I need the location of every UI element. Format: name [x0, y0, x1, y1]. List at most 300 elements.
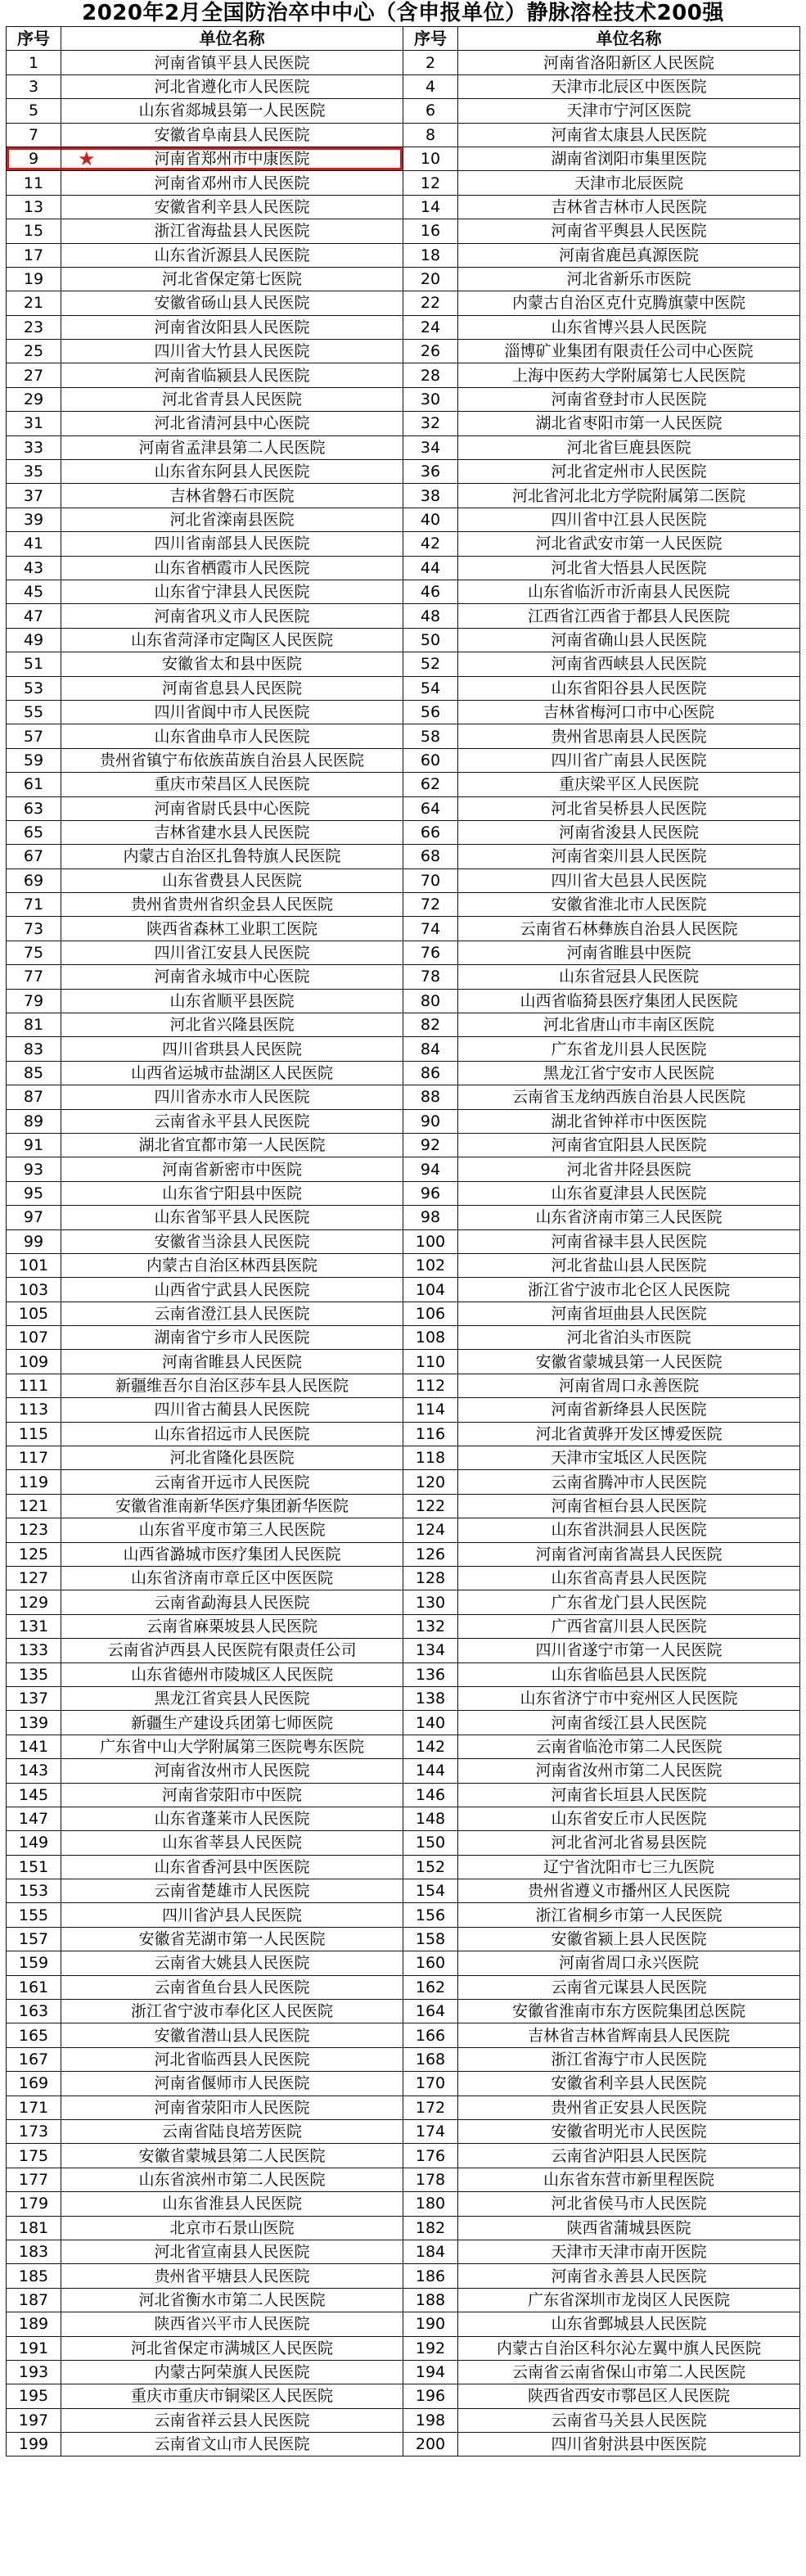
- rank-number: [7, 1061, 61, 1085]
- hospital-name-text: 河北省宣南县人民医院: [154, 2243, 310, 2262]
- hospital-name-text: 贵州省遵义市播州区人民医院: [527, 1882, 730, 1901]
- hospital-name-text: 山东省平度市第三人民医院: [138, 1521, 326, 1540]
- hospital-name: [458, 2264, 800, 2288]
- hospital-name-text: 河北省青县人民医院: [161, 390, 302, 409]
- hospital-name: [61, 1494, 403, 1518]
- hospital-name: [61, 171, 403, 195]
- page-title: 2020年2月全国防治卒中中心（含申报单位）静脉溶栓技术200强: [82, 1, 724, 25]
- table-row: [7, 291, 800, 315]
- hospital-name-text: 河南省临颍县人民医院: [154, 366, 310, 385]
- rank-number: [403, 435, 458, 459]
- table-row: [7, 1446, 800, 1470]
- rank-number: [403, 2433, 458, 2456]
- hospital-name: [458, 243, 800, 267]
- rank-number: [403, 1061, 458, 1085]
- rank-number-text: 26: [420, 342, 441, 361]
- hospital-name: [61, 1446, 403, 1470]
- rank-number: [403, 2264, 458, 2288]
- rank-number: [7, 1975, 61, 1999]
- hospital-name-text: 广东省龙川县人民医院: [551, 1040, 707, 1058]
- hospital-name: [458, 1879, 800, 1903]
- hospital-name: [458, 1975, 800, 1999]
- table-row: [7, 123, 800, 147]
- rank-number: [7, 1206, 61, 1229]
- rank-number: [7, 532, 61, 556]
- hospital-name: [61, 2433, 403, 2456]
- hospital-name-text: 浙江省宁波市北仑区人民医院: [527, 1280, 730, 1299]
- rank-number: [403, 628, 458, 652]
- hospital-name: [458, 315, 800, 339]
- rank-number-text: 173: [18, 2123, 49, 2141]
- hospital-name-text: 吉林省吉林市人民医院: [551, 197, 707, 216]
- rank-number-text: 150: [415, 1834, 446, 1852]
- rank-number: [7, 99, 61, 123]
- hospital-name-text: 云南省大姚县人民医院: [154, 1954, 310, 1973]
- rank-number-text: 79: [23, 991, 44, 1010]
- hospital-name: [458, 989, 800, 1013]
- rank-number: [403, 580, 458, 603]
- hospital-name-text: 河南省郑州市中康医院: [154, 150, 310, 169]
- hospital-name-text: 山东省济南市章丘区中医医院: [130, 1569, 333, 1588]
- hospital-name: [458, 556, 800, 580]
- rank-number: [403, 868, 458, 892]
- table-row: [7, 1422, 800, 1446]
- rank-number: [403, 1278, 458, 1302]
- hospital-name: [61, 1374, 403, 1397]
- rank-number-text: 69: [23, 871, 44, 890]
- hospital-name: [458, 796, 800, 820]
- hospital-name-text: 辽宁省沈阳市七三九医院: [543, 1857, 714, 1876]
- hospital-name: [61, 748, 403, 772]
- rank-number-text: 15: [23, 222, 44, 241]
- rank-number: [7, 1133, 61, 1157]
- hospital-name: [458, 1350, 800, 1374]
- hospital-name: [458, 1013, 800, 1037]
- rank-number: [403, 1133, 458, 1157]
- rank-number: [7, 291, 61, 315]
- table-row: [7, 1759, 800, 1783]
- table-row: [7, 1975, 800, 1999]
- rank-number: [403, 387, 458, 411]
- rank-number-text: 195: [18, 2387, 49, 2406]
- hospital-name-text: 河南省鹿邑真源医院: [558, 246, 699, 264]
- hospital-name: [61, 2288, 403, 2312]
- hospital-name: [458, 1470, 800, 1494]
- hospital-name-text: 四川省中江县人民医院: [551, 511, 707, 529]
- rank-number-text: 178: [415, 2170, 446, 2189]
- hospital-name: [458, 1061, 800, 1085]
- rank-number-text: 179: [18, 2195, 49, 2213]
- rank-number-text: 58: [420, 727, 441, 746]
- rank-number-text: 65: [23, 823, 44, 842]
- hospital-name-text: 四川省阆中市人民医院: [154, 703, 310, 722]
- hospital-name-text: 河南省新密市中医院: [161, 1160, 302, 1179]
- hospital-name: [458, 1735, 800, 1758]
- hospital-name-text: 四川省江安县人民医院: [154, 944, 310, 963]
- table-row: [7, 1181, 800, 1205]
- hospital-name-text: 湖北省钟祥市中医医院: [551, 1112, 707, 1130]
- hospital-name-text: 河南省永善县人民医院: [551, 2267, 707, 2285]
- hospital-name-text: 河北省侯马市人民医院: [551, 2195, 707, 2213]
- rank-number: [7, 1686, 61, 1710]
- hospital-name-text: 山东省夏津县人民医院: [551, 1184, 707, 1202]
- table-row: [7, 893, 800, 917]
- hospital-name: [458, 1278, 800, 1302]
- hospital-name-text: 山东省德州市陵城区人民医院: [130, 1665, 333, 1684]
- hospital-name: [61, 2408, 403, 2432]
- hospital-name: [458, 387, 800, 411]
- rank-number-text: 120: [415, 1473, 446, 1491]
- hospital-name: [61, 700, 403, 724]
- hospital-name: [61, 1855, 403, 1879]
- hospital-name-text: 安徽省当涂县人民医院: [154, 1232, 310, 1251]
- hospital-name: [458, 2047, 800, 2071]
- hospital-name: [458, 2312, 800, 2336]
- rank-number: [7, 2047, 61, 2071]
- rank-number: [403, 412, 458, 435]
- hospital-name: [458, 1590, 800, 1614]
- rank-number-text: 131: [18, 1617, 49, 1635]
- rank-number-text: 72: [420, 896, 441, 914]
- hospital-name-text: 云南省云南省保山市第二人民医院: [511, 2363, 745, 2382]
- hospital-name-text: 四川省泸县人民医院: [161, 1906, 302, 1924]
- hospital-name-text: 河南省孟津县第二人民医院: [138, 438, 326, 457]
- rank-number-text: 32: [420, 414, 441, 433]
- hospital-name: [61, 2216, 403, 2240]
- hospital-name: [458, 2408, 800, 2432]
- hospital-name-text: 河北省盐山县人民医院: [551, 1256, 707, 1275]
- hospital-name: [458, 2000, 800, 2023]
- rank-number-text: 188: [415, 2290, 446, 2309]
- rank-number-text: 130: [415, 1593, 446, 1612]
- hospital-name-text: 山东省蓬莱市人民医院: [154, 1810, 310, 1829]
- hospital-name: [458, 773, 800, 796]
- hospital-name-text: 安徽省蒙城县第一人民医院: [535, 1352, 723, 1371]
- table-row: [7, 1398, 800, 1422]
- hospital-name: [61, 2240, 403, 2263]
- rank-number-text: 200: [415, 2435, 446, 2454]
- hospital-name: [61, 1711, 403, 1735]
- hospital-name-text: 山东省宁阳县中医院: [161, 1184, 302, 1202]
- rank-number: [7, 1278, 61, 1302]
- table-row: [7, 1927, 800, 1951]
- table-row: [7, 363, 800, 387]
- rank-number-text: 160: [415, 1954, 446, 1973]
- hospital-name: [458, 868, 800, 892]
- rank-number-text: 151: [18, 1857, 49, 1876]
- rank-number: [403, 1518, 458, 1542]
- table-row: [7, 2240, 800, 2263]
- rank-number: [403, 1326, 458, 1350]
- hospital-name: [458, 1831, 800, 1855]
- rank-number: [7, 1109, 61, 1133]
- rank-number-text: 158: [415, 1930, 446, 1949]
- table-row: [7, 1903, 800, 1927]
- hospital-name-text: 湖南省浏阳市集里医院: [551, 150, 707, 169]
- rank-number-text: 37: [23, 486, 44, 505]
- rank-number: [7, 1735, 61, 1758]
- hospital-name: [61, 1951, 403, 1975]
- hospital-name: [458, 460, 800, 484]
- rank-number-text: 49: [23, 630, 44, 649]
- hospital-name: [61, 556, 403, 580]
- hospital-name-text: 浙江省海宁市人民医院: [551, 2050, 707, 2068]
- table-row: [7, 1831, 800, 1855]
- hospital-name-text: 山东省冠县人民医院: [558, 968, 699, 986]
- hospital-name-text: 云南省鱼台县人民医院: [154, 1978, 310, 1996]
- ranking-table: [6, 26, 800, 2456]
- rank-number-text: 46: [420, 583, 441, 602]
- rank-number: [7, 1157, 61, 1181]
- rank-number: [7, 748, 61, 772]
- rank-number: [403, 363, 458, 387]
- rank-number: [7, 2144, 61, 2168]
- hospital-name: [458, 291, 800, 315]
- table-row: [7, 845, 800, 868]
- table-row: [7, 1542, 800, 1566]
- table-row: [7, 2047, 800, 2071]
- hospital-name-text: 陕西省西安市鄠邑区人民医院: [527, 2387, 730, 2406]
- hospital-name: [61, 724, 403, 748]
- rank-number-text: 75: [23, 944, 44, 963]
- rank-number: [7, 941, 61, 964]
- hospital-name-text: 河南省汝阳县人民医院: [154, 318, 310, 336]
- rank-number: [403, 2023, 458, 2047]
- hospital-name-text: 山东省菏泽市定陶区人民医院: [130, 630, 333, 649]
- rank-number-text: 61: [23, 775, 44, 794]
- rank-number-text: 5: [28, 102, 39, 120]
- rank-number-text: 191: [18, 2339, 49, 2357]
- rank-number: [403, 1783, 458, 1807]
- rank-number-text: 139: [18, 1713, 49, 1732]
- hospital-name-text: 吉林省建水县人民医院: [154, 823, 310, 842]
- header-row: [7, 27, 800, 51]
- rank-number-text: 128: [415, 1569, 446, 1588]
- hospital-name: [458, 1302, 800, 1325]
- rank-number: [7, 1927, 61, 1951]
- hospital-name: [458, 2168, 800, 2191]
- rank-number: [7, 1614, 61, 1638]
- hospital-name: [458, 123, 800, 147]
- rank-number: [7, 1013, 61, 1037]
- rank-number-text: 189: [18, 2315, 49, 2334]
- rank-number: [7, 2288, 61, 2312]
- hospital-name: [61, 363, 403, 387]
- hospital-name: [61, 1903, 403, 1927]
- table-row: [7, 1470, 800, 1494]
- table-row: [7, 1783, 800, 1807]
- rank-number-text: 12: [420, 174, 441, 192]
- hospital-name: [458, 748, 800, 772]
- hospital-name-text: 河南省汝州市第二人民医院: [535, 1762, 723, 1780]
- hospital-name: [61, 989, 403, 1013]
- hospital-name: [61, 315, 403, 339]
- rank-number: [403, 195, 458, 219]
- rank-number-text: 183: [18, 2243, 49, 2262]
- rank-number: [403, 315, 458, 339]
- hospital-name: [61, 1614, 403, 1638]
- rank-number: [403, 291, 458, 315]
- rank-number-text: 23: [23, 318, 44, 336]
- rank-number: [7, 315, 61, 339]
- rank-number: [7, 1253, 61, 1277]
- rank-number-text: 167: [18, 2050, 49, 2068]
- hospital-name: [61, 2000, 403, 2023]
- rank-number: [403, 2216, 458, 2240]
- rank-number-text: 20: [420, 270, 441, 289]
- rank-number: [403, 2312, 458, 2336]
- hospital-name-text: 河南省确山县人民医院: [551, 630, 707, 649]
- rank-number-text: 181: [18, 2218, 49, 2237]
- hospital-name-text: 河北省河北省易县医院: [551, 1834, 707, 1852]
- rank-number-text: 42: [420, 535, 441, 553]
- rank-number: [403, 652, 458, 676]
- hospital-name: [61, 1109, 403, 1133]
- hospital-name-text: 山东省高青县人民医院: [551, 1569, 707, 1588]
- hospital-name-text: 河南省镇平县人民医院: [154, 53, 310, 72]
- hospital-name-text: 云南省永平县人民医院: [154, 1112, 310, 1130]
- rank-number-text: 18: [420, 246, 441, 264]
- rank-number-text: 144: [415, 1762, 446, 1780]
- table-row: [7, 941, 800, 964]
- hospital-name: [61, 340, 403, 363]
- rank-number-text: 134: [415, 1641, 446, 1660]
- hospital-name: [458, 1037, 800, 1061]
- hospital-name: [458, 1639, 800, 1662]
- rank-number: [7, 1037, 61, 1061]
- rank-number-text: 50: [420, 630, 441, 649]
- rank-number-text: 100: [415, 1232, 446, 1251]
- table-row: [7, 2433, 800, 2456]
- hospital-name-text: 河北省新乐市医院: [566, 270, 691, 289]
- hospital-name-text: 湖南省宁乡市人民医院: [154, 1329, 310, 1347]
- rank-number: [7, 2360, 61, 2384]
- table-row: [7, 171, 800, 195]
- hospital-name-text: 山东省香河县中医医院: [154, 1857, 310, 1876]
- hospital-name: [61, 868, 403, 892]
- table-row: [7, 1278, 800, 1302]
- hospital-name-text: 山东省莘县人民医院: [161, 1834, 302, 1852]
- rank-number: [7, 580, 61, 603]
- rank-number-text: 40: [420, 511, 441, 529]
- table-row: [7, 1662, 800, 1686]
- rank-number-text: 91: [23, 1136, 44, 1155]
- table-row: [7, 652, 800, 676]
- rank-number: [7, 556, 61, 580]
- rank-number-text: 154: [415, 1882, 446, 1901]
- star-icon: ★: [78, 147, 96, 170]
- rank-number: [403, 532, 458, 556]
- rank-number: [7, 484, 61, 508]
- hospital-name-text: 四川省古蔺县人民医院: [154, 1401, 310, 1419]
- hospital-name-text: 广东省深圳市龙岗区人民医院: [527, 2290, 730, 2309]
- hospital-name-text: 湖北省宜都市第一人民医院: [138, 1136, 326, 1155]
- rank-number-text: 4: [425, 77, 436, 96]
- table-row: [7, 1518, 800, 1542]
- hospital-name-text: 云南省泸阳县人民医院: [551, 2146, 707, 2165]
- table-row: [7, 147, 800, 170]
- rank-number: [403, 508, 458, 531]
- rank-number: [7, 2408, 61, 2432]
- rank-number: [403, 1422, 458, 1446]
- rank-number-text: 196: [415, 2387, 446, 2406]
- hospital-name: [61, 2168, 403, 2191]
- rank-number-text: 17: [23, 246, 44, 264]
- rank-number: [403, 700, 458, 724]
- rank-number-text: 166: [415, 2026, 446, 2045]
- hospital-name: [458, 74, 800, 98]
- hospital-name-text: 云南省临沧市第二人民医院: [535, 1737, 723, 1756]
- hospital-name-text: 河南省宜阳县人民医院: [551, 1136, 707, 1155]
- rank-number: [7, 460, 61, 484]
- table-row: [7, 580, 800, 603]
- rank-number: [7, 893, 61, 917]
- table-row: [7, 1567, 800, 1590]
- rank-number-text: 140: [415, 1713, 446, 1732]
- hospital-name-text: 河南省长垣县人民医院: [551, 1785, 707, 1804]
- rank-number: [403, 2384, 458, 2408]
- rank-number: [403, 340, 458, 363]
- rank-number-text: 94: [420, 1160, 441, 1179]
- hospital-name: [61, 1326, 403, 1350]
- hospital-name: [61, 1470, 403, 1494]
- table-row: [7, 1326, 800, 1350]
- hospital-name-text: 贵州省正安县人民医院: [551, 2098, 707, 2117]
- hospital-name: [458, 1181, 800, 1205]
- hospital-name: [61, 1181, 403, 1205]
- hospital-name: [61, 2336, 403, 2360]
- hospital-name: [61, 1229, 403, 1253]
- rank-number: [403, 1855, 458, 1879]
- hospital-name: [61, 1518, 403, 1542]
- rank-number: [403, 484, 458, 508]
- hospital-name-text: 重庆市荣昌区人民医院: [154, 775, 310, 794]
- rank-number-text: 45: [23, 583, 44, 602]
- hospital-name-text: 山东省曲阜市人民医院: [154, 727, 310, 746]
- hospital-name: [458, 1567, 800, 1590]
- rank-number: [403, 267, 458, 291]
- header-name-left: 单位名称: [61, 27, 403, 51]
- rank-number-text: 172: [415, 2098, 446, 2117]
- hospital-name: [458, 676, 800, 700]
- hospital-name: [61, 604, 403, 628]
- hospital-name: [458, 1085, 800, 1109]
- rank-number: [7, 604, 61, 628]
- rank-number: [403, 1013, 458, 1037]
- hospital-name: [61, 580, 403, 603]
- rank-number-text: 185: [18, 2267, 49, 2285]
- rank-number-text: 146: [415, 1785, 446, 1804]
- hospital-name-text: 山东省顺平县医院: [169, 991, 295, 1010]
- table-row: [7, 1253, 800, 1277]
- rank-number: [7, 1542, 61, 1566]
- rank-number: [7, 1446, 61, 1470]
- hospital-name: [61, 460, 403, 484]
- rank-number-text: 176: [415, 2146, 446, 2165]
- rank-number: [403, 796, 458, 820]
- hospital-name: [458, 2216, 800, 2240]
- rank-number: [7, 2336, 61, 2360]
- rank-number: [403, 1614, 458, 1638]
- hospital-name: [61, 2023, 403, 2047]
- rank-number-text: 76: [420, 944, 441, 963]
- hospital-name-text: 河南省邓州市人民医院: [154, 174, 310, 192]
- rank-number-text: 193: [18, 2363, 49, 2382]
- rank-number: [7, 1711, 61, 1735]
- hospital-name-text: 江西省江西省于都县人民医院: [527, 607, 730, 625]
- hospital-name: [458, 580, 800, 603]
- rank-number: [7, 868, 61, 892]
